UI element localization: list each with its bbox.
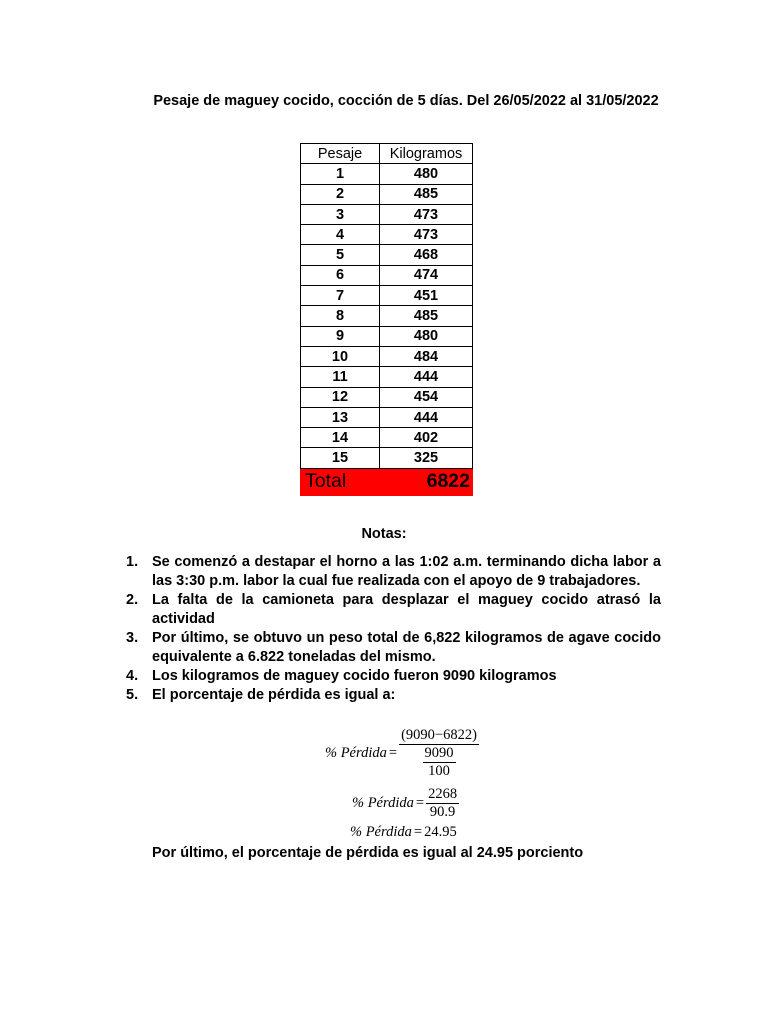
cell-pesaje: 8 bbox=[301, 306, 380, 326]
header-pesaje: Pesaje bbox=[301, 144, 380, 164]
formula-1-inner-numerator: 9090 bbox=[424, 745, 454, 761]
cell-kilogramos: 325 bbox=[380, 448, 473, 468]
cell-kilogramos: 473 bbox=[380, 204, 473, 224]
cell-kilogramos: 454 bbox=[380, 387, 473, 407]
formula-equals: = bbox=[413, 824, 423, 840]
cell-pesaje: 9 bbox=[301, 326, 380, 346]
cell-pesaje: 10 bbox=[301, 346, 380, 366]
formula-1-fraction bbox=[399, 727, 479, 780]
formula-1-inner-denominator: 100 bbox=[428, 763, 450, 779]
cell-pesaje: 4 bbox=[301, 225, 380, 245]
note-text: Por último, se obtuvo un peso total de 6,822 kilogramos de agave cocido equivalente a 6.822 toneladas del mismo. bbox=[152, 630, 661, 665]
formula-3 bbox=[350, 824, 457, 841]
note-text: Los kilogramos de maguey cocido fueron 9090 kilogramos bbox=[152, 668, 557, 684]
formula-2-denominator: 90.9 bbox=[429, 804, 456, 820]
note-text: La falta de la camioneta para desplazar el maguey cocido atrasó la actividad bbox=[152, 592, 661, 627]
note-item bbox=[126, 629, 661, 667]
table-row bbox=[301, 346, 473, 366]
cell-pesaje: 2 bbox=[301, 184, 380, 204]
note-number: 4. bbox=[126, 668, 139, 684]
notes-title: Notas: bbox=[361, 526, 407, 542]
note-number: 1. bbox=[126, 554, 139, 570]
table-row bbox=[301, 387, 473, 407]
table-row bbox=[301, 184, 473, 204]
cell-kilogramos: 485 bbox=[380, 306, 473, 326]
cell-kilogramos: 484 bbox=[380, 346, 473, 366]
cell-kilogramos: 444 bbox=[380, 367, 473, 387]
cell-pesaje: 7 bbox=[301, 286, 380, 306]
note-item bbox=[126, 553, 661, 591]
conclusion-text: Por último, el porcentaje de pérdida es igual al 24.95 porciento bbox=[152, 845, 584, 861]
table-row bbox=[301, 448, 473, 468]
cell-pesaje: 3 bbox=[301, 204, 380, 224]
cell-kilogramos: 473 bbox=[380, 225, 473, 245]
formula-1-inner-fraction bbox=[423, 745, 456, 780]
note-number: 5. bbox=[126, 687, 139, 703]
note-text: El porcentaje de pérdida es igual a: bbox=[152, 687, 396, 703]
cell-pesaje: 12 bbox=[301, 387, 380, 407]
formula-2-numerator: 2268 bbox=[428, 786, 458, 802]
formula-equals: = bbox=[388, 745, 398, 761]
formula-lhs: % Pérdida bbox=[352, 795, 414, 811]
total-label: Total bbox=[301, 468, 380, 495]
table-row bbox=[301, 428, 473, 448]
cell-kilogramos: 468 bbox=[380, 245, 473, 265]
formula-1 bbox=[325, 727, 479, 780]
table-row bbox=[301, 164, 473, 184]
note-number: 3. bbox=[126, 630, 139, 646]
notes-list bbox=[126, 553, 661, 705]
weights-table bbox=[300, 143, 473, 496]
cell-pesaje: 14 bbox=[301, 428, 380, 448]
table-row bbox=[301, 306, 473, 326]
formula-lhs: % Pérdida bbox=[350, 824, 412, 840]
total-row bbox=[301, 468, 473, 495]
table-row bbox=[301, 265, 473, 285]
document-title: Pesaje de maguey cocido, cocción de 5 días. Del 26/05/2022 al 31/05/2022 bbox=[153, 93, 659, 109]
table-row bbox=[301, 367, 473, 387]
cell-kilogramos: 402 bbox=[380, 428, 473, 448]
cell-pesaje: 13 bbox=[301, 407, 380, 427]
cell-kilogramos: 480 bbox=[380, 326, 473, 346]
cell-pesaje: 1 bbox=[301, 164, 380, 184]
total-value: 6822 bbox=[380, 468, 473, 495]
note-item bbox=[126, 667, 661, 686]
cell-pesaje: 5 bbox=[301, 245, 380, 265]
table-row bbox=[301, 326, 473, 346]
cell-pesaje: 15 bbox=[301, 448, 380, 468]
cell-kilogramos: 451 bbox=[380, 286, 473, 306]
formula-2-fraction bbox=[426, 786, 459, 821]
note-item bbox=[126, 686, 661, 705]
cell-kilogramos: 480 bbox=[380, 164, 473, 184]
formula-equals: = bbox=[415, 795, 425, 811]
cell-pesaje: 11 bbox=[301, 367, 380, 387]
table-row bbox=[301, 225, 473, 245]
table-row bbox=[301, 204, 473, 224]
note-text: Se comenzó a destapar el horno a las 1:02 a.m. terminando dicha labor a las 3:30 p.m. labor la cual fue realizada con el apoyo de 9 trabajadores. bbox=[152, 554, 661, 589]
formula-1-denominator bbox=[421, 745, 458, 780]
cell-kilogramos: 474 bbox=[380, 265, 473, 285]
note-number: 2. bbox=[126, 592, 139, 608]
formula-1-numerator: (9090−6822) bbox=[401, 727, 477, 743]
header-kilogramos: Kilogramos bbox=[380, 144, 473, 164]
table-row bbox=[301, 407, 473, 427]
note-item bbox=[126, 591, 661, 629]
table-row bbox=[301, 286, 473, 306]
cell-kilogramos: 444 bbox=[380, 407, 473, 427]
formula-lhs: % Pérdida bbox=[325, 745, 387, 761]
table-header-row bbox=[301, 144, 473, 164]
formula-2 bbox=[352, 786, 459, 821]
table-body bbox=[301, 164, 473, 468]
table-row bbox=[301, 245, 473, 265]
cell-kilogramos: 485 bbox=[380, 184, 473, 204]
cell-pesaje: 6 bbox=[301, 265, 380, 285]
formula-3-result: 24.95 bbox=[424, 824, 457, 840]
